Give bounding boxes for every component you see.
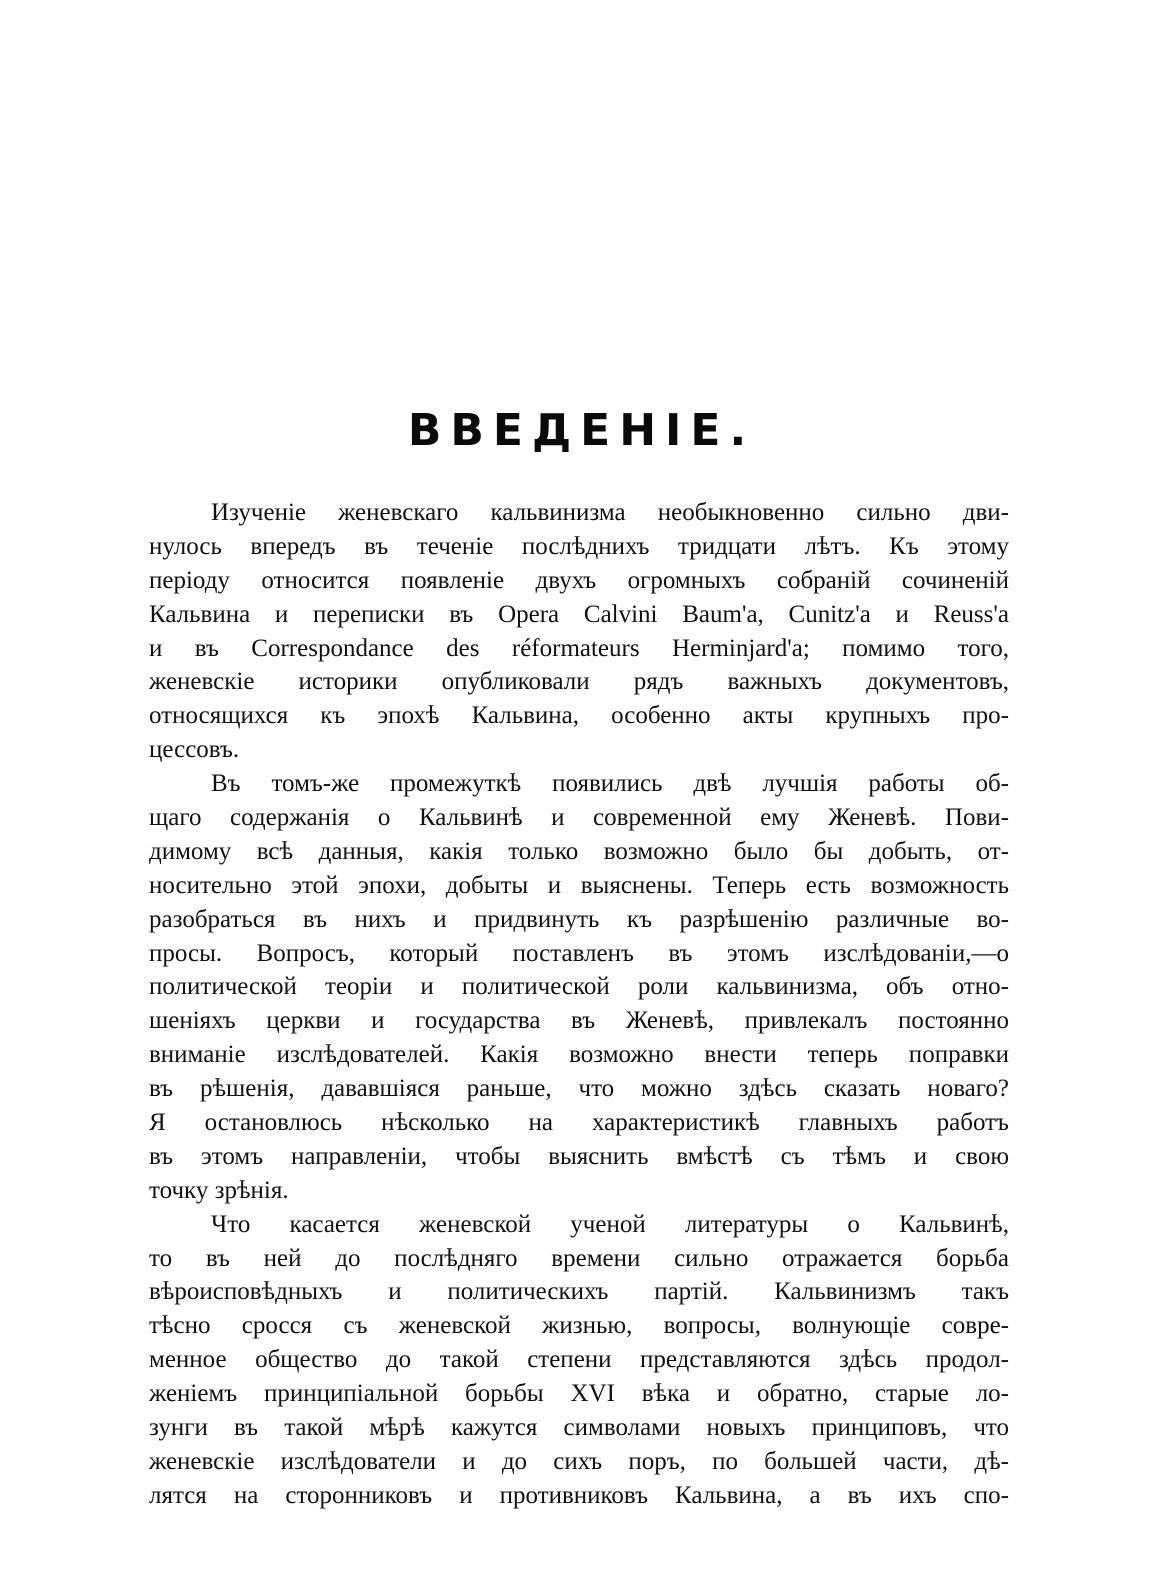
text-line: женіемъ принципіальной борьбы XVI вѣка и обратно, старые ло- <box>149 1380 1009 1408</box>
text-line: періоду относится появленіе двухъ огромныхъ собраній сочиненій <box>149 566 1009 594</box>
text-line: женевскіе изслѣдователи и до сихъ поръ, по большей части, дѣ- <box>149 1447 1009 1475</box>
text-line: лятся на сторонниковъ и противниковъ Кальвина, а въ ихъ спо- <box>149 1481 1009 1509</box>
text-line: въ рѣшенія, дававшіяся раньше, что можно здѣсь сказать новаго? <box>149 1075 1009 1103</box>
text-line: Въ томъ-же промежуткѣ появились двѣ лучшія работы об- <box>211 770 1009 798</box>
text-line: въ этомъ направленіи, чтобы выяснить вмѣстѣ съ тѣмъ и свою <box>149 1142 1009 1170</box>
text-line: Я остановлюсь нѣсколько на характеристикѣ главныхъ работъ <box>149 1109 1009 1137</box>
body-text <box>149 496 1009 1513</box>
text-line: вѣроисповѣдныхъ и политическихъ партій. Кальвинизмъ такъ <box>149 1278 1009 1306</box>
text-line: шеніяхъ церкви и государства въ Женевѣ, привлекалъ постоянно <box>149 1007 1009 1035</box>
text-line: политической теоріи и политической роли кальвинизма, объ отно- <box>149 973 1009 1001</box>
text-line: цессовъ. <box>149 736 240 764</box>
page-title: ВВЕДЕНІЕ. <box>407 405 756 456</box>
text-line: вниманіе изслѣдователей. Какія возможно внести теперь поправки <box>149 1041 1009 1069</box>
text-line: зунги въ такой мѣрѣ кажутся символами новыхъ принциповъ, что <box>149 1414 1009 1442</box>
paragraph-1 <box>149 496 1009 767</box>
text-line: менное общество до такой степени представляются здѣсь продол- <box>149 1346 1009 1374</box>
text-line: просы. Вопросъ, который поставленъ въ этомъ изслѣдованіи,—о <box>149 939 1009 967</box>
text-line: Что касается женевской ученой литературы о Кальвинѣ, <box>211 1210 1009 1238</box>
text-line: разобраться въ нихъ и придвинуть къ разрѣшенію различные во- <box>149 905 1009 933</box>
text-line: Кальвина и переписки въ Opera Calvini Baum'а, Cunitz'а и Reuss'а <box>149 600 1009 628</box>
text-line: щаго содержанія о Кальвинѣ и современной ему Женевѣ. Пови- <box>149 804 1009 832</box>
paragraph-2 <box>149 767 1009 1208</box>
text-line: относящихся къ эпохѣ Кальвина, особенно акты крупныхъ про- <box>149 702 1009 730</box>
text-line: и въ Correspondance des réformateurs Herminjard'а; помимо того, <box>149 634 1009 662</box>
text-line: тѣсно сросся съ женевской жизнью, вопросы, волнующіе совре- <box>149 1312 1009 1340</box>
text-line: точку зрѣнія. <box>149 1176 289 1204</box>
paragraph-3 <box>149 1208 1009 1513</box>
text-line: носительно этой эпохи, добыты и выяснены. Теперь есть возможность <box>149 871 1009 899</box>
text-line: димому всѣ данныя, какія только возможно было бы добыть, от- <box>149 837 1009 865</box>
text-line: то въ ней до послѣдняго времени сильно отражается борьба <box>149 1244 1009 1272</box>
text-line: женевскіе историки опубликовали рядъ важныхъ документовъ, <box>149 668 1009 696</box>
text-line: Изученіе женевскаго кальвинизма необыкновенно сильно дви- <box>211 499 1009 526</box>
text-line: нулось впередъ въ теченіе послѣднихъ тридцати лѣтъ. Къ этому <box>149 532 1009 560</box>
